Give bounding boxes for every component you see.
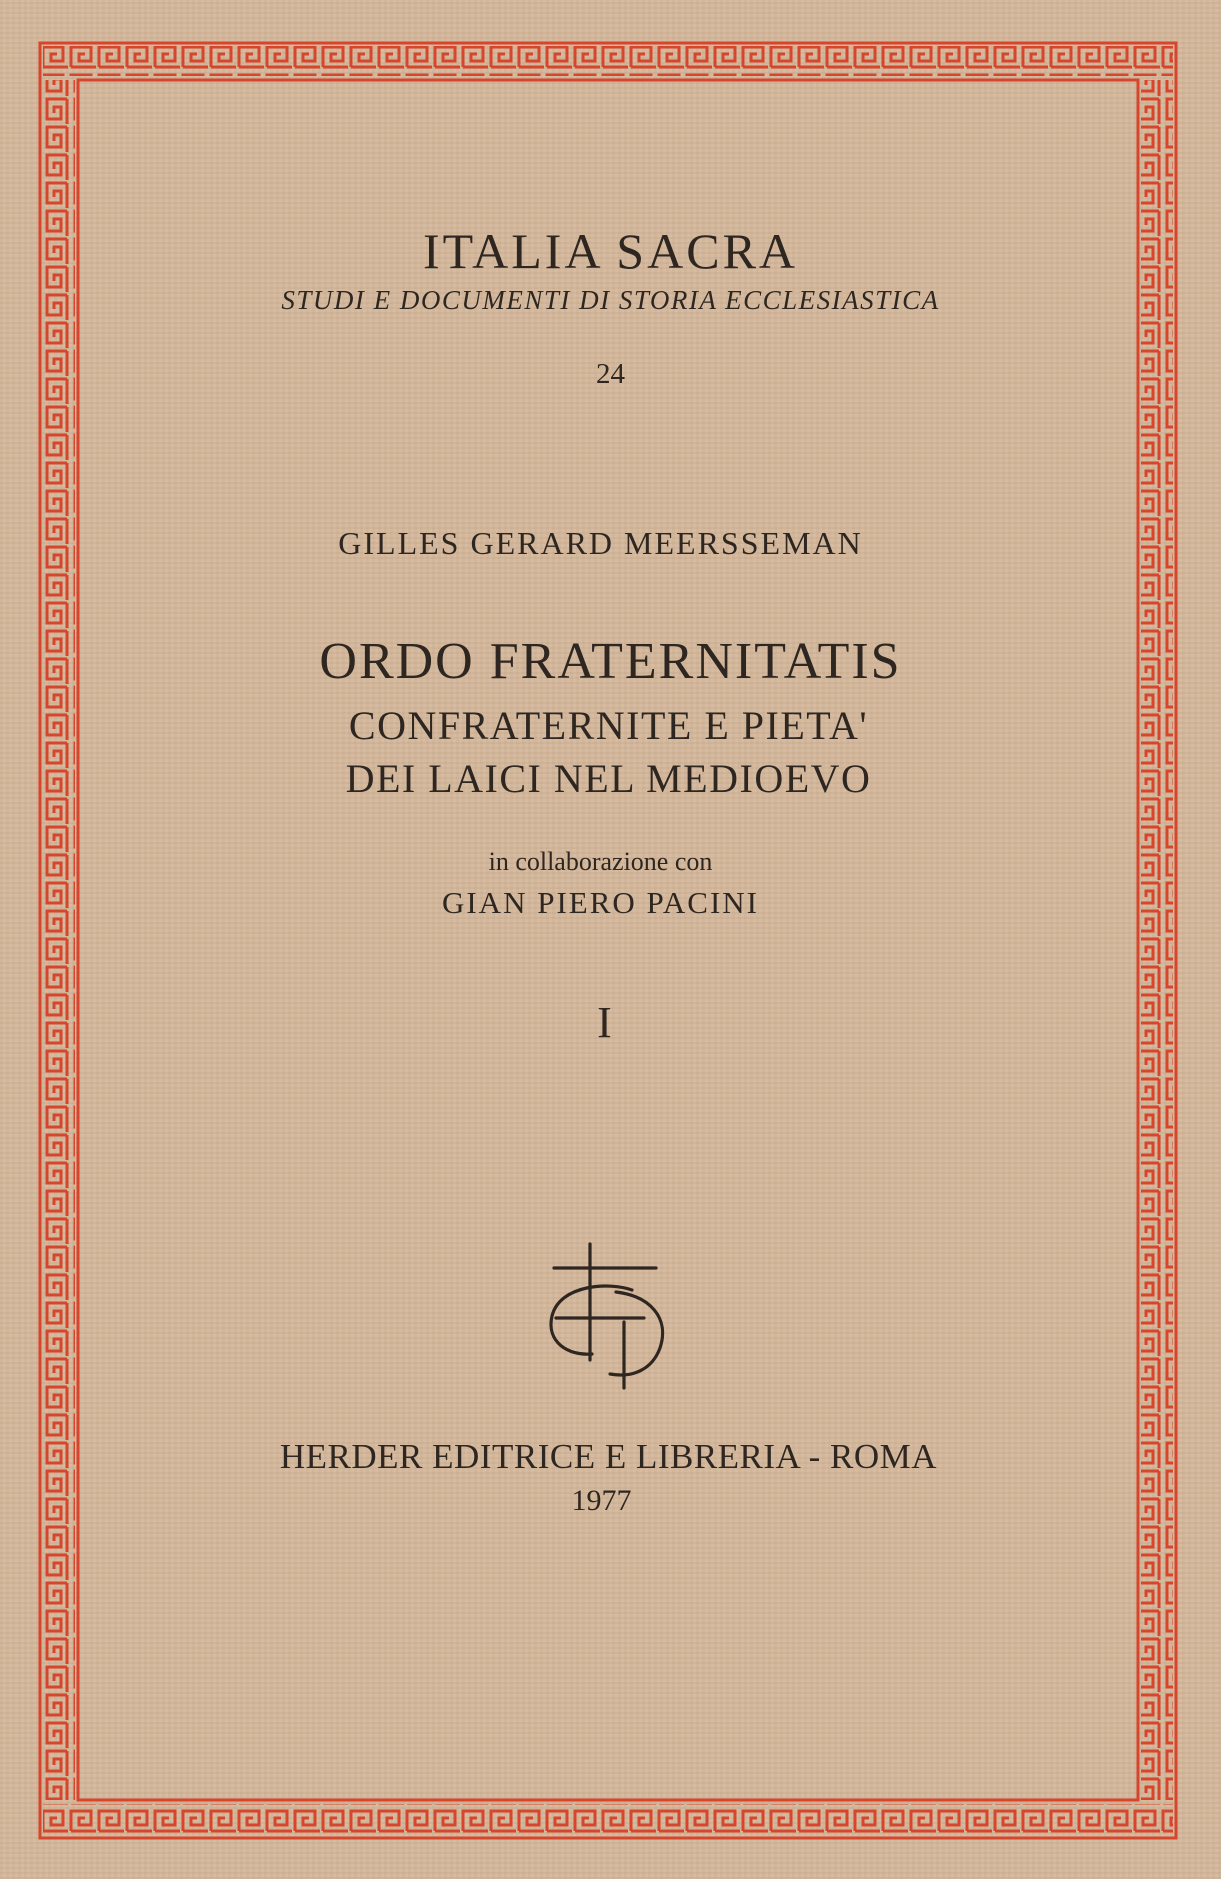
publication-year: 1977 <box>571 1484 632 1517</box>
collaborator-name: GIAN PIERO PACINI <box>441 885 760 920</box>
collaboration-label: in collaborazione con <box>488 847 713 876</box>
publisher-monogram-icon <box>540 1238 680 1398</box>
series-title: ITALIA SACRA <box>422 223 799 279</box>
book-subtitle-line-1: CONFRATERNITE E PIETA' <box>348 703 869 748</box>
book-subtitle-line-2: DEI LAICI NEL MEDIOEVO <box>345 756 872 801</box>
volume-number: I <box>597 998 612 1047</box>
author-name: GILLES GERARD MEERSSEMAN <box>338 525 863 561</box>
book-title: ORDO FRATERNITATIS <box>319 633 902 690</box>
publisher-name: HERDER EDITRICE E LIBRERIA - ROMA <box>279 1437 938 1476</box>
series-subtitle: STUDI E DOCUMENTI DI STORIA ECCLESIASTICA <box>281 285 940 315</box>
series-number: 24 <box>596 358 625 390</box>
